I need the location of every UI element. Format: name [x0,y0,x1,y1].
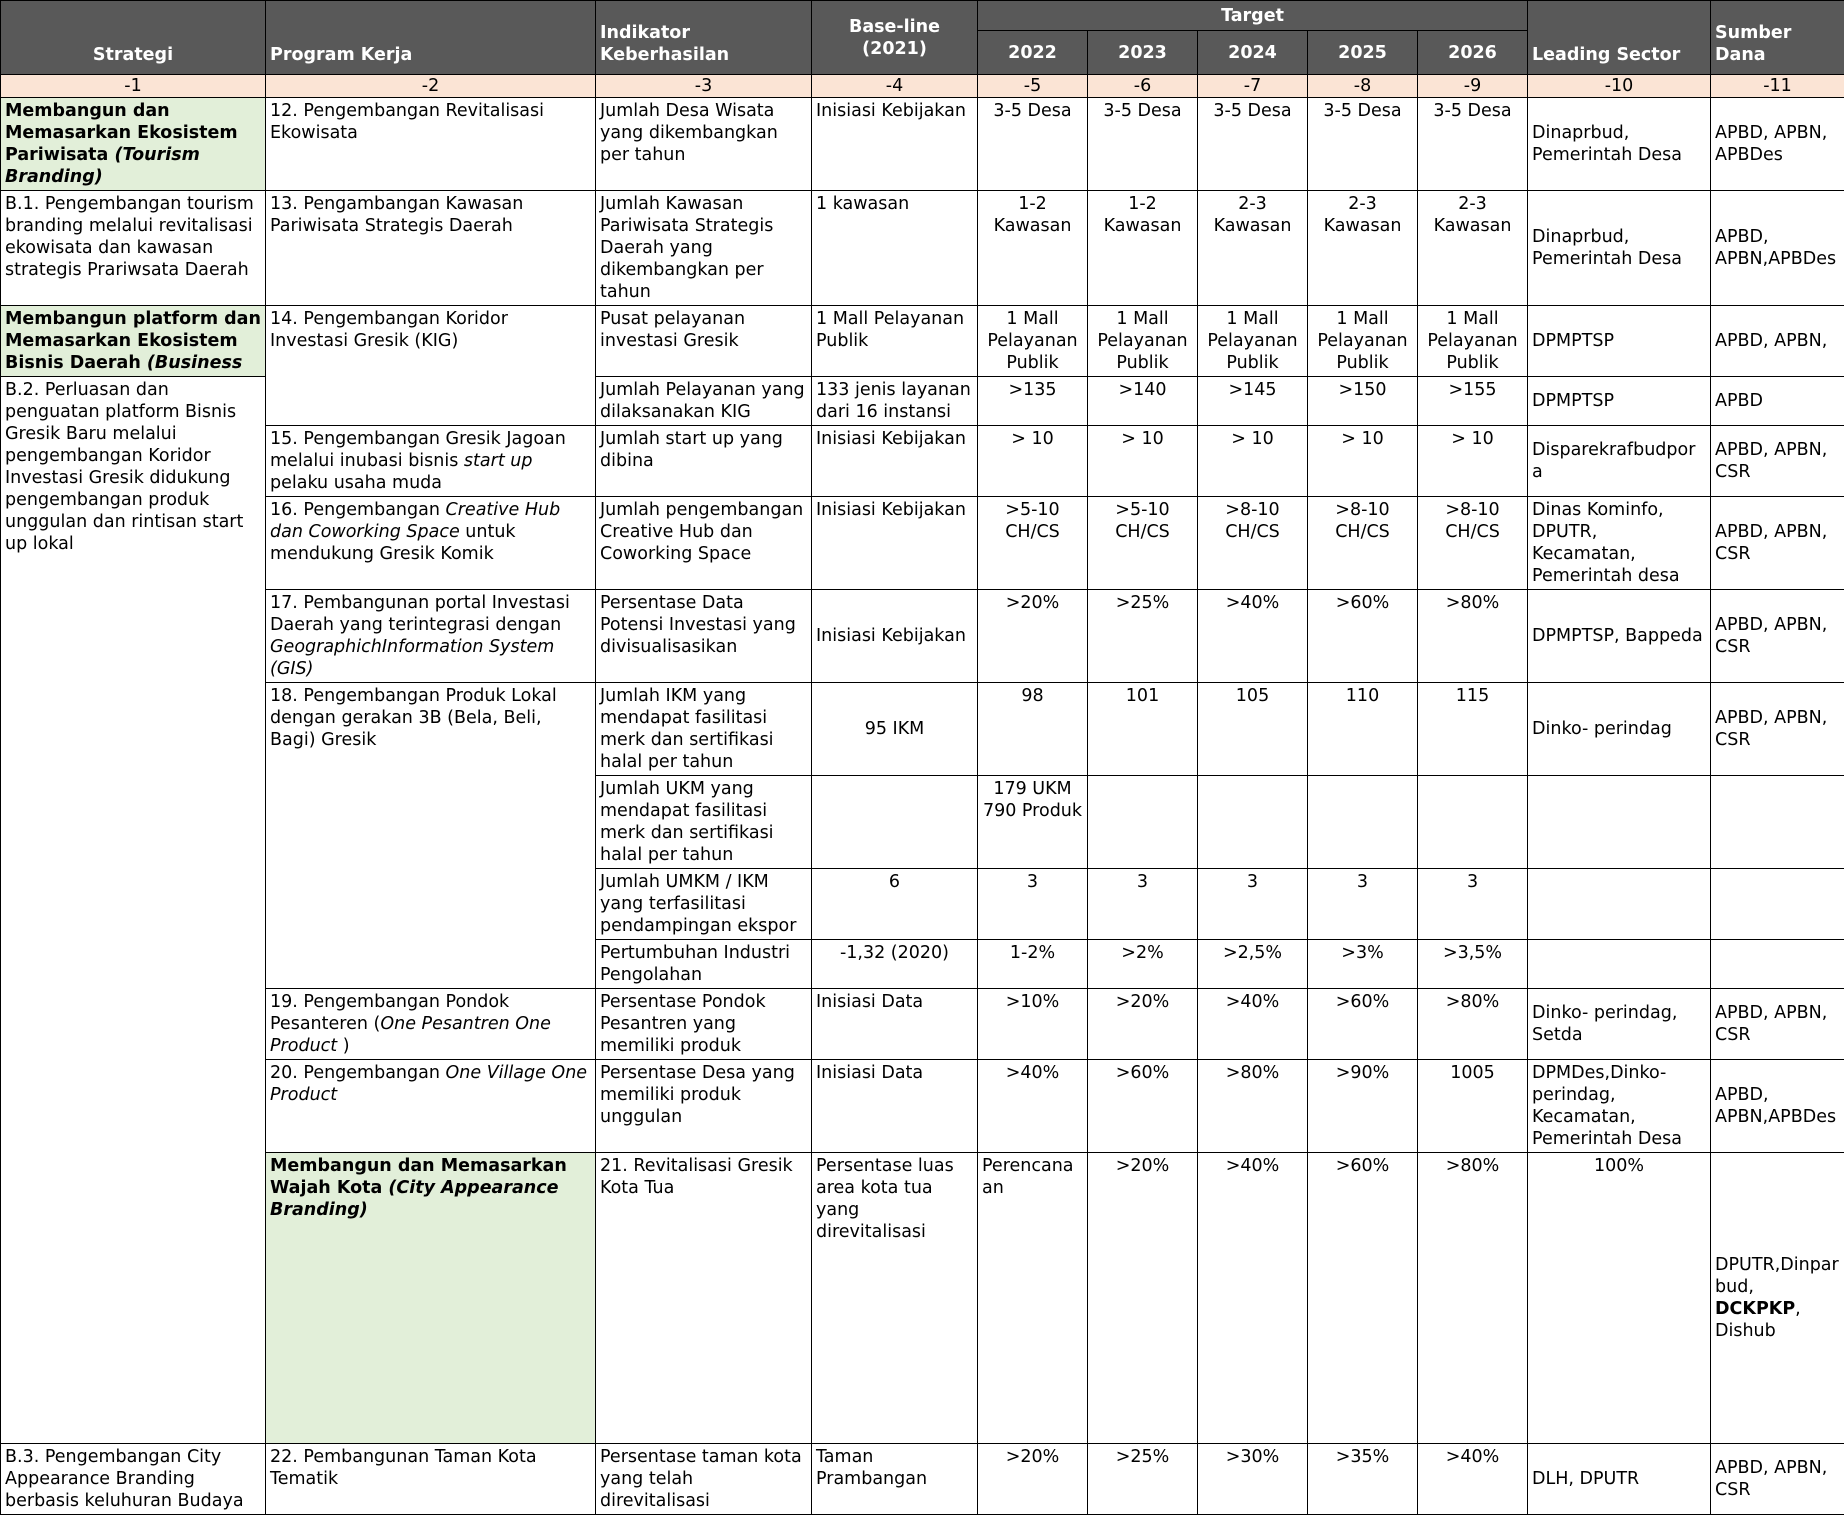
target-cell: >20% [978,1444,1088,1515]
sumber-cell: APBD, APBN, CSR [1711,426,1844,497]
target-cell: >40% [978,1060,1088,1153]
sumber-cell: APBD, APBN,APBDes [1711,1060,1844,1153]
program-cell: 22. Pembangunan Taman Kota Tematik [266,1444,596,1515]
target-cell: >135 [978,377,1088,426]
baseline-cell: Inisiasi Data [812,1060,978,1153]
leading-cell: DPMPTSP, Bappeda [1528,590,1711,683]
column-number: -9 [1418,75,1528,98]
target-cell: 2-3 Kawasan [1198,191,1308,306]
table-row [1,683,1844,776]
target-cell: >60% [1308,590,1418,683]
sumber-cell [1711,940,1844,989]
target-cell: 1 Mall Pelayanan Publik [1418,306,1528,377]
program-cell: 16. Pengembangan Creative Hub dan Coworking Space untuk mendukung Gresik Komik [266,497,596,590]
baseline-cell: -1,32 (2020) [812,940,978,989]
target-cell: >25% [1088,1444,1198,1515]
column-number: -7 [1198,75,1308,98]
baseline-cell: 1 kawasan [812,191,978,306]
program-cell: 12. Pengembangan Revitalisasi Ekowisata [266,98,596,191]
leading-cell: Disparekrafbudpora [1528,426,1711,497]
target-cell [1308,776,1418,869]
target-cell: > 10 [1308,426,1418,497]
leading-cell: Dinko- perindag, Setda [1528,989,1711,1060]
baseline-cell [812,776,978,869]
leading-cell: Dinaprbud, Pemerintah Desa [1528,191,1711,306]
leading-cell: DPMPTSP [1528,377,1711,426]
baseline-cell: Inisiasi Data [812,989,978,1060]
target-cell: 115 [1418,683,1528,776]
table-row [1,590,1844,683]
header-program: Program Kerja [266,1,596,75]
baseline-cell: Perencanaan [978,1153,1088,1444]
leading-cell: DPMDes,Dinko- perindag, Kecamatan, Pemerintah Desa [1528,1060,1711,1153]
header-year: 2022 [978,31,1088,75]
target-cell: >8-10 CH/CS [1308,497,1418,590]
target-cell: 3 [1418,869,1528,940]
indikator-cell: Persentase Pondok Pesantren yang memiliki produk [596,989,812,1060]
target-cell: 3 [978,869,1088,940]
header-sumber: Sumber Dana [1711,1,1844,75]
target-cell: >8-10 CH/CS [1418,497,1528,590]
indikator-cell: Jumlah Pelayanan yang dilaksanakan KIG [596,377,812,426]
sumber-cell: APBD, APBN, CSR [1711,497,1844,590]
target-cell: 1 Mall Pelayanan Publik [978,306,1088,377]
column-number: -2 [266,75,596,98]
target-cell: 100% [1528,1153,1711,1444]
baseline-cell: Inisiasi Kebijakan [812,497,978,590]
sumber-cell: APBD [1711,377,1844,426]
target-cell: >60% [1088,1060,1198,1153]
strategi-business: Membangun platform dan Memasarkan Ekosistem Bisnis Daerah (Business [1,306,266,377]
sumber-cell: APBD, APBN, [1711,306,1844,377]
baseline-cell: 133 jenis layanan dari 16 instansi [812,377,978,426]
target-cell: 1-2 Kawasan [978,191,1088,306]
sumber-cell: APBD, APBN, CSR [1711,683,1844,776]
column-number: -1 [1,75,266,98]
indikator-cell: Persentase Data Potensi Investasi yang divisualisasikan [596,590,812,683]
leading-cell: Dinas Kominfo, DPUTR, Kecamatan, Pemerintah desa [1528,497,1711,590]
table-row [1,1153,1844,1444]
target-cell: 3-5 Desa [1308,98,1418,191]
target-cell: >40% [1418,1444,1528,1515]
column-number: -8 [1308,75,1418,98]
column-number: -3 [596,75,812,98]
sumber-cell: APBD, APBN, CSR [1711,989,1844,1060]
table-row [1,1060,1844,1153]
leading-cell: Dinaprbud, Pemerintah Desa [1528,98,1711,191]
target-cell: >25% [1088,590,1198,683]
table-row [1,1444,1844,1515]
leading-cell: DPUTR,Dinparbud, DCKPKP, Dishub [1711,1153,1844,1444]
target-cell: >60% [1308,1153,1418,1444]
target-cell: 1 Mall Pelayanan Publik [1308,306,1418,377]
target-cell: >80% [1418,989,1528,1060]
target-cell: >5-10 CH/CS [978,497,1088,590]
baseline-cell: 95 IKM [812,683,978,776]
header-year: 2024 [1198,31,1308,75]
table-row [1,191,1844,306]
header-strategi: Strategi [1,1,266,75]
header-year: 2025 [1308,31,1418,75]
target-cell [1198,776,1308,869]
target-cell: 2-3 Kawasan [1418,191,1528,306]
target-cell: 3-5 Desa [978,98,1088,191]
indikator-cell: Jumlah UMKM / IKM yang terfasilitasi pendampingan ekspor [596,869,812,940]
indikator-cell: Persentase luas area kota tua yang direvitalisasi [812,1153,978,1444]
target-cell: >145 [1198,377,1308,426]
leading-cell [1528,776,1711,869]
indikator-cell: Pusat pelayanan investasi Gresik [596,306,812,377]
strategi-b3: B.3. Pengembangan City Appearance Branding berbasis keluhuran Budaya [1,1444,266,1515]
target-cell: >2% [1088,940,1198,989]
target-cell: 1 Mall Pelayanan Publik [1088,306,1198,377]
program-cell: 14. Pengembangan Koridor Investasi Gresik (KIG) [266,306,596,426]
indikator-cell: Jumlah Desa Wisata yang dikembangkan per tahun [596,98,812,191]
target-cell: 3-5 Desa [1198,98,1308,191]
target-cell: 1 Mall Pelayanan Publik [1198,306,1308,377]
baseline-cell: Inisiasi Kebijakan [812,590,978,683]
target-cell: >155 [1418,377,1528,426]
indikator-cell: Pertumbuhan Industri Pengolahan [596,940,812,989]
target-cell: 3 [1198,869,1308,940]
header-year: 2026 [1418,31,1528,75]
sumber-cell: APBD, APBN, CSR [1711,590,1844,683]
indikator-cell: Jumlah Kawasan Pariwisata Strategis Daerah yang dikembangkan per tahun [596,191,812,306]
baseline-cell: 6 [812,869,978,940]
leading-cell [1528,940,1711,989]
target-cell: >140 [1088,377,1198,426]
target-cell: >20% [978,590,1088,683]
target-cell: >3% [1308,940,1418,989]
header-indikator: Indikator Keberhasilan [596,1,812,75]
indikator-cell: Jumlah UKM yang mendapat fasilitasi merk dan sertifikasi halal per tahun [596,776,812,869]
header-target: Target [978,1,1528,31]
leading-cell: Dinko- perindag [1528,683,1711,776]
target-cell: 1005 [1418,1060,1528,1153]
target-cell [1418,776,1528,869]
target-cell: >60% [1308,989,1418,1060]
target-cell: >35% [1308,1444,1418,1515]
indikator-cell: Persentase taman kota yang telah direvitalisasi [596,1444,812,1515]
target-cell: >10% [978,989,1088,1060]
strategi-city: Membangun dan Memasarkan Wajah Kota (City Appearance Branding) [266,1153,596,1444]
target-cell: >20% [1088,1153,1198,1444]
strategi-b2: B.2. Perluasan dan penguatan platform Bisnis Gresik Baru melalui pengembangan Koridor Investasi Gresik didukung pengembangan produk unggulan dan rintisan start up lokal [1,377,266,1444]
sumber-cell: APBD, APBN, APBDes [1711,98,1844,191]
target-cell [1088,776,1198,869]
target-cell: >5-10 CH/CS [1088,497,1198,590]
program-cell: 17. Pembangunan portal Investasi Daerah yang terintegrasi dengan GeographichInformation System (GIS) [266,590,596,683]
indikator-cell: Persentase Desa yang memiliki produk unggulan [596,1060,812,1153]
sumber-cell: APBD, APBN, CSR [1711,1444,1844,1515]
header-leading: Leading Sector [1528,1,1711,75]
target-cell: >150 [1308,377,1418,426]
program-cell: 13. Pengambangan Kawasan Pariwisata Strategis Daerah [266,191,596,306]
target-cell: > 10 [1198,426,1308,497]
column-number: -11 [1711,75,1844,98]
table-row [1,989,1844,1060]
indikator-cell: Jumlah pengembangan Creative Hub dan Coworking Space [596,497,812,590]
indikator-cell: Jumlah IKM yang mendapat fasilitasi merk dan sertifikasi halal per tahun [596,683,812,776]
target-cell: 1-2% [978,940,1088,989]
program-cell: 21. Revitalisasi Gresik Kota Tua [596,1153,812,1444]
sumber-cell [1711,776,1844,869]
target-cell: >2,5% [1198,940,1308,989]
target-cell: 3-5 Desa [1418,98,1528,191]
target-cell: 179 UKM 790 Produk [978,776,1088,869]
column-number: -4 [812,75,978,98]
target-cell: > 10 [1088,426,1198,497]
target-cell: 98 [978,683,1088,776]
column-number: -6 [1088,75,1198,98]
table-row [1,306,1844,377]
strategi-tourism: Membangun dan Memasarkan Ekosistem Pariwisata (Tourism Branding) [1,98,266,191]
target-cell: >40% [1198,989,1308,1060]
baseline-cell: Inisiasi Kebijakan [812,426,978,497]
sumber-cell [1711,869,1844,940]
table-row [1,98,1844,191]
target-cell: >90% [1308,1060,1418,1153]
strategi-b1: B.1. Pengembangan tourism branding melalui revitalisasi ekowisata dan kawasan strategis Prariwsata Daerah [1,191,266,306]
target-cell: 3 [1308,869,1418,940]
target-cell: >80% [1418,1153,1528,1444]
header-baseline: Base-line (2021) [812,1,978,75]
target-cell: > 10 [978,426,1088,497]
leading-cell [1528,869,1711,940]
table-row [1,426,1844,497]
target-cell: 2-3 Kawasan [1308,191,1418,306]
target-cell: 3 [1088,869,1198,940]
program-cell: 19. Pengembangan Pondok Pesanteren (One Pesantren One Product ) [266,989,596,1060]
target-cell: >3,5% [1418,940,1528,989]
column-number: -5 [978,75,1088,98]
target-cell: >20% [1088,989,1198,1060]
target-cell: >40% [1198,1153,1308,1444]
target-cell: 101 [1088,683,1198,776]
program-cell: 18. Pengembangan Produk Lokal dengan gerakan 3B (Bela, Beli, Bagi) Gresik [266,683,596,989]
leading-cell: DLH, DPUTR [1528,1444,1711,1515]
column-number: -10 [1528,75,1711,98]
program-cell: 20. Pengembangan One Village One Product [266,1060,596,1153]
baseline-cell: Inisiasi Kebijakan [812,98,978,191]
header-year: 2023 [1088,31,1198,75]
column-number-row [1,75,1844,98]
target-cell: 110 [1308,683,1418,776]
leading-cell: DPMPTSP [1528,306,1711,377]
program-cell: 15. Pengembangan Gresik Jagoan melalui inubasi bisnis start up pelaku usaha muda [266,426,596,497]
target-cell: >80% [1418,590,1528,683]
target-cell: 105 [1198,683,1308,776]
target-cell: >80% [1198,1060,1308,1153]
sumber-cell: APBD, APBN,APBDes [1711,191,1844,306]
target-cell: >40% [1198,590,1308,683]
baseline-cell: 1 Mall Pelayanan Publik [812,306,978,377]
target-cell: 1-2 Kawasan [1088,191,1198,306]
target-cell: >8-10 CH/CS [1198,497,1308,590]
target-cell: 3-5 Desa [1088,98,1198,191]
indikator-cell: Jumlah start up yang dibina [596,426,812,497]
baseline-cell: Taman Prambangan [812,1444,978,1515]
table-row [1,497,1844,590]
target-cell: >30% [1198,1444,1308,1515]
target-cell: > 10 [1418,426,1528,497]
